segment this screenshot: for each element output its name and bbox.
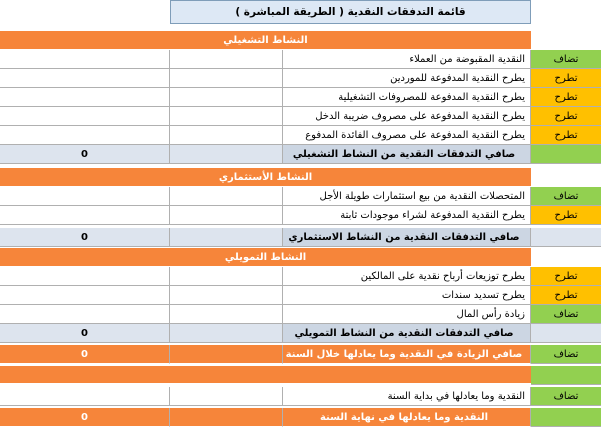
section-financing — [0, 248, 601, 267]
value-cell[interactable] — [170, 126, 283, 145]
item-label: المتحصلات النقدية من بيع استثمارات طويلة الأجل — [283, 187, 531, 206]
value-cell — [170, 345, 283, 364]
action-badge: تضاف — [531, 187, 601, 206]
value-cell[interactable] — [170, 187, 283, 206]
value-cell[interactable] — [0, 88, 170, 107]
value-cell[interactable] — [0, 187, 170, 206]
table-row — [0, 187, 601, 206]
net-row-investing — [0, 228, 601, 247]
table-row — [0, 88, 601, 107]
net-row-operating — [0, 145, 601, 164]
table-row — [0, 305, 601, 324]
table-row — [0, 107, 601, 126]
item-label: يطرح النقدية المدفوعة على مصروف الفائدة المدفوع — [283, 126, 531, 145]
value-cell — [170, 145, 283, 164]
page-title: قائمة التدفقات النقدية ( الطريقة المباشرة ) — [170, 0, 531, 24]
item-label: يطرح توزيعات أرباح نقدية على المالكين — [283, 267, 531, 286]
action-badge — [531, 145, 601, 164]
action-badge: تطرح — [531, 88, 601, 107]
net-value: 0 — [0, 228, 170, 247]
net-increase-row — [0, 345, 601, 364]
divider-bar — [0, 366, 531, 383]
section-operating — [0, 31, 601, 50]
value-cell[interactable] — [170, 206, 283, 225]
net-value: 0 — [0, 324, 170, 343]
item-label: النقدية المقبوضة من العملاء — [283, 50, 531, 69]
table-row — [0, 206, 601, 225]
ending-cash-value: 0 — [0, 408, 170, 427]
value-cell[interactable] — [170, 305, 283, 324]
item-label: يطرح النقدية المدفوعة لشراء موجودات ثابتة — [283, 206, 531, 225]
action-badge — [531, 228, 601, 247]
ending-cash-row — [0, 408, 601, 427]
value-cell[interactable] — [0, 305, 170, 324]
net-label: صافي التدفقات النقدية من النشاط التشغيلي — [283, 145, 531, 164]
item-label: يطرح النقدية المدفوعة للمصروفات التشغيلية — [283, 88, 531, 107]
action-badge: تطرح — [531, 69, 601, 88]
value-cell[interactable] — [170, 267, 283, 286]
section-investing — [0, 168, 601, 187]
value-cell[interactable] — [0, 107, 170, 126]
value-cell — [170, 324, 283, 343]
value-cell[interactable] — [170, 286, 283, 305]
value-cell[interactable] — [170, 50, 283, 69]
value-cell — [170, 228, 283, 247]
value-cell[interactable] — [0, 286, 170, 305]
net-increase-value: 0 — [0, 345, 170, 364]
net-value: 0 — [0, 145, 170, 164]
action-badge — [531, 324, 601, 343]
item-label: يطرح النقدية المدفوعة للموردين — [283, 69, 531, 88]
item-label: زيادة رأس المال — [283, 305, 531, 324]
value-cell[interactable] — [170, 88, 283, 107]
action-badge: تضاف — [531, 305, 601, 324]
value-cell[interactable] — [170, 107, 283, 126]
value-cell[interactable] — [0, 50, 170, 69]
action-badge: تضاف — [531, 50, 601, 69]
table-row — [0, 286, 601, 305]
action-badge: تضاف — [531, 387, 601, 406]
value-cell[interactable] — [170, 387, 283, 406]
net-row-financing — [0, 324, 601, 343]
value-cell[interactable] — [0, 69, 170, 88]
table-row — [0, 126, 601, 145]
net-label: صافي التدفقات النقدية من النشاط التمويلي — [283, 324, 531, 343]
beginning-cash-label: النقدية وما يعادلها في بداية السنة — [283, 387, 531, 406]
net-increase-label: صافي الزيادة في النقدية وما يعادلها خلال السنة — [283, 345, 531, 364]
value-cell[interactable] — [170, 69, 283, 88]
value-cell[interactable] — [0, 387, 170, 406]
table-row — [0, 69, 601, 88]
action-badge: تضاف — [531, 345, 601, 364]
action-badge: تطرح — [531, 107, 601, 126]
ending-cash-label: النقدية وما يعادلها في نهاية السنة — [283, 408, 531, 427]
section-header-investing: النشاط الأستثماري — [0, 168, 531, 187]
action-badge: تطرح — [531, 286, 601, 305]
action-badge: تطرح — [531, 126, 601, 145]
section-header-financing: النشاط التمويلي — [0, 248, 531, 267]
value-cell[interactable] — [0, 126, 170, 145]
value-cell[interactable] — [0, 267, 170, 286]
net-label: صافي التدفقات النقدية من النشاط الاستثماري — [283, 228, 531, 247]
beginning-cash-row — [0, 387, 601, 406]
value-cell — [170, 408, 283, 427]
action-badge — [531, 408, 601, 427]
table-row — [0, 50, 601, 69]
item-label: يطرح النقدية المدفوعة على مصروف ضريبة الدخل — [283, 107, 531, 126]
value-cell[interactable] — [0, 206, 170, 225]
action-badge — [531, 366, 601, 385]
table-row — [0, 267, 601, 286]
action-badge: تطرح — [531, 206, 601, 225]
action-badge: تطرح — [531, 267, 601, 286]
spacer-row — [0, 366, 601, 385]
item-label: يطرح تسديد سندات — [283, 286, 531, 305]
section-header-operating: النشاط التشغيلي — [0, 31, 531, 50]
